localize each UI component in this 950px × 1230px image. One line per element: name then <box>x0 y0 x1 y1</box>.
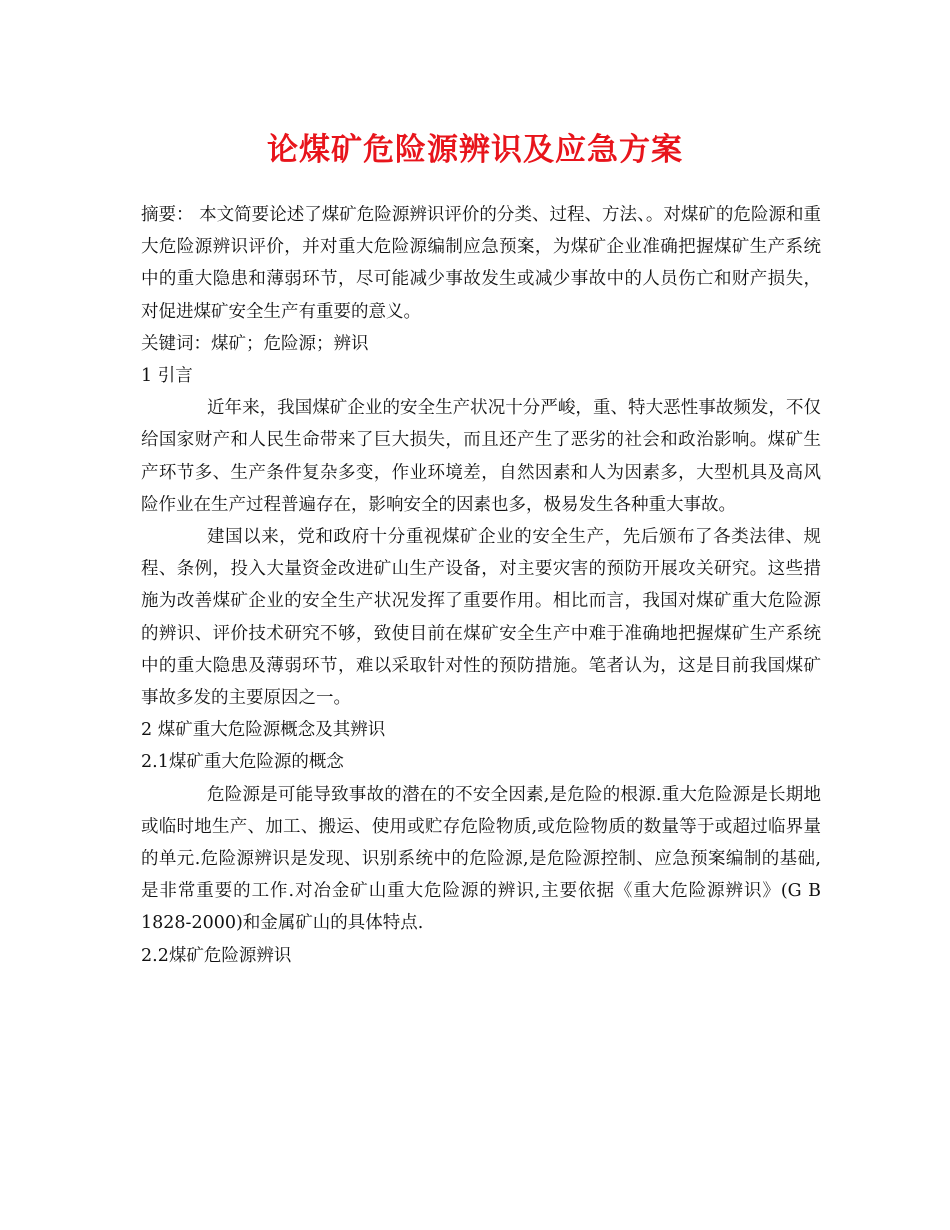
section-1-heading: 1 引言 <box>141 366 193 387</box>
keywords-line: 关键词：煤矿；危险源；辨识 <box>141 333 369 354</box>
section-1-paragraph-2: 建国以来，党和政府十分重视煤矿企业的安全生产，先后颁布了各类法律、规程、条例，投入大量资金改进矿山生产设备，对主要灾害的预防开展攻关研究。这些措施为改善煤矿企业的安全生产状况发挥了重要作用。相比而言，我国对煤矿重大危险源的辨识、评价技术研究不够，致使目前在煤矿安全生产中难于准确地把握煤矿生产系统中的重大隐患及薄弱环节，难以采取针对性的预防措施。笔者认为，这是目前我国煤矿事故多发的主要原因之一。 <box>141 527 821 709</box>
section-1-paragraph-1: 近年来，我国煤矿企业的安全生产状况十分严峻，重、特大恶性事故频发，不仅给国家财产和人民生命带来了巨大损失，而且还产生了恶劣的社会和政治影响。煤矿生产环节多、生产条件复杂多变，作业环境差，自然因素和人为因素多，大型机具及高风险作业在生产过程普遍存在，影响安全的因素也多，极易发生各种重大事故。 <box>141 398 821 515</box>
document-body <box>141 199 821 972</box>
section-2-1-paragraph-1: 危险源是可能导致事故的潜在的不安全因素,是危险的根源.重大危险源是长期地或临时地生产、加工、搬运、使用或贮存危险物质,或危险物质的数量等于或超过临界量的单元.危险源辨识是发现、识别系统中的危险源,是危险源控制、应急预案编制的基础,是非常重要的工作.对冶金矿山重大危险源的辨识,主要依据《重大危险源辨识》(G B 1828-2000)和金属矿山的具体特点. <box>141 784 821 934</box>
section-2-1-heading: 2.1煤矿重大危险源的概念 <box>141 752 344 773</box>
abstract-paragraph: 摘要： 本文简要论述了煤矿危险源辨识评价的分类、过程、方法、。对煤矿的危险源和重大危险源辨识评价，并对重大危险源编制应急预案，为煤矿企业准确把握煤矿生产系统中的重大隐患和薄弱环节，尽可能减少事故发生或减少事故中的人员伤亡和财产损失，对促进煤矿安全生产有重要的意义。 <box>141 205 821 322</box>
section-2-2-heading: 2.2煤矿危险源辨识 <box>141 945 292 966</box>
section-2-heading: 2 煤矿重大危险源概念及其辨识 <box>141 720 386 741</box>
document-title: 论煤矿危险源辨识及应急方案 <box>267 132 683 168</box>
